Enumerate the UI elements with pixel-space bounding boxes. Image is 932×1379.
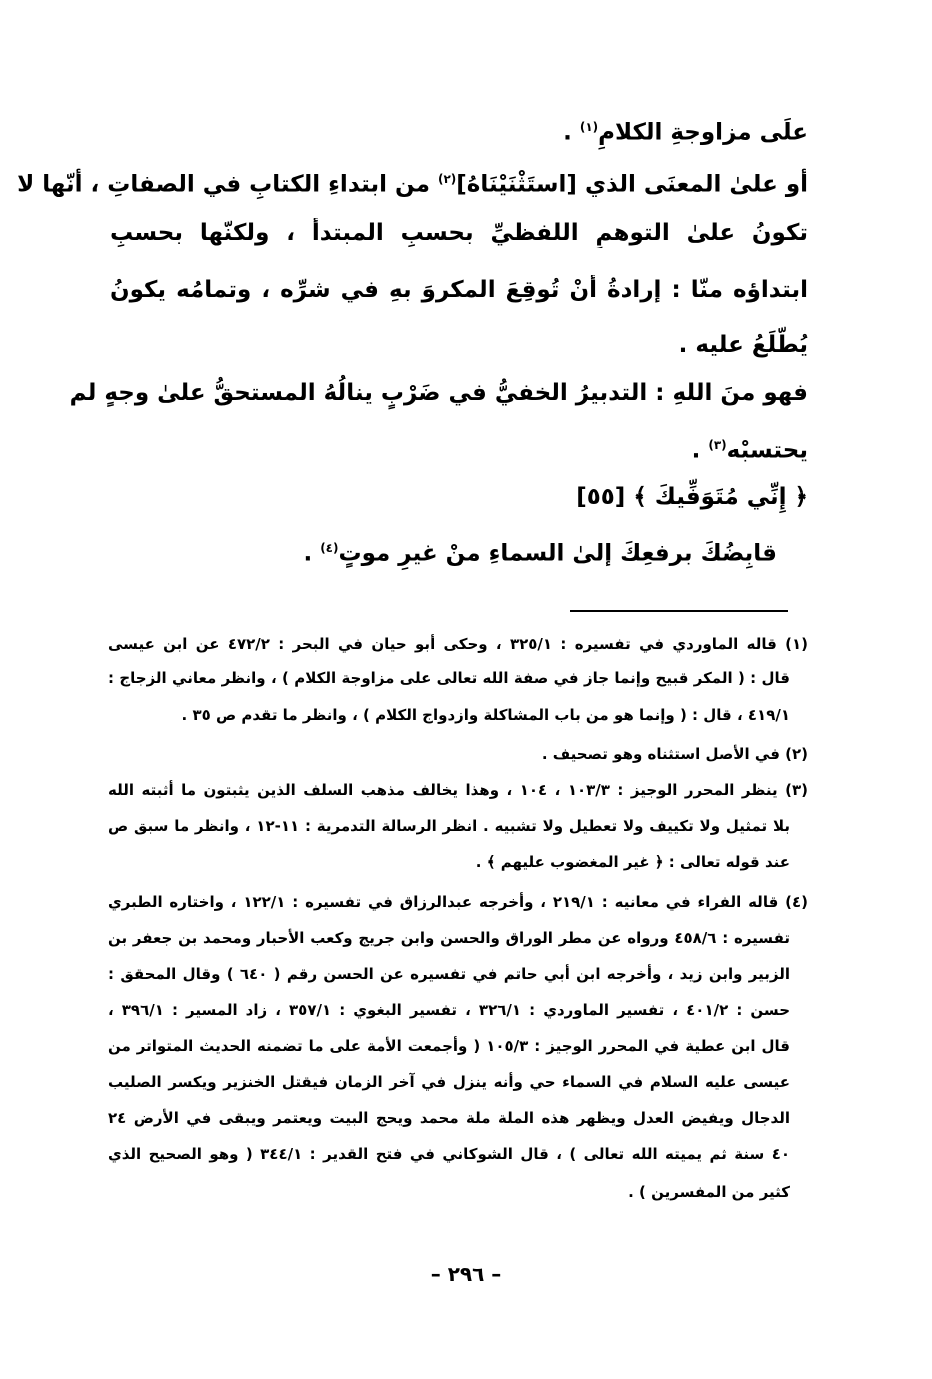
- main-line-4: ابتداؤه منّا : إرادةُ أَنْ تُوقِعَ المكروَ بهِ في شرِّه ، وتمامُه يكونُ: [110, 277, 808, 303]
- main-text-span: من ابتداءِ الكتابِ في الصفاتِ ، أنّها لا: [17, 171, 438, 198]
- footnote-ref-4: (٤): [320, 541, 339, 555]
- main-text-span: .: [303, 540, 321, 567]
- main-text-span: يحتسبْه: [726, 437, 808, 464]
- footnote-line: عند قوله تعالى : ﴿ غير المغضوب عليهم ﴾ .: [475, 853, 790, 871]
- main-line-8-quran-verse: ﴿ إِنِّي مُتَوَفِّيكَ ﴾ [٥٥]: [576, 484, 808, 510]
- footnote-line: بلا تمثيل ولا تكييف ولا تعطيل ولا تشبيه . انظر الرسالة التدمرية : ١١-١٢ ، وانظر ما سبق ص: [108, 817, 790, 835]
- footnote-line: ٤١٩/١ ، قال : ( وإنما هو من باب المشاكلة وازدواج الكلام ) ، وانظر ما تقدم ص ٣٥ .: [181, 706, 790, 724]
- footnote-line: (٢) في الأصل استثناه وهو تصحيف .: [541, 745, 808, 763]
- footnote-line: حسن : ٤٠١/٢ ، تفسير الماوردي : ٣٢٦/١ ، تفسير البغوي : ٣٥٧/١ ، زاد المسير : ٣٩٦/١ ،: [108, 1001, 790, 1019]
- main-line-3: تكونُ علىٰ التوهمِ اللفظيِّ بحسبِ المبتدأ ، ولكنّها بحسبِ: [110, 220, 808, 246]
- main-text-span: أو علىٰ المعنَى الذي [استَثْنَيْنَاهُ]: [456, 171, 808, 198]
- footnote-line: قال ابن عطية في المحرر الوجيز : ١٠٥/٣ ( وأجمعت الأمة على ما تضمنه الحديث المتواتر من: [108, 1037, 790, 1055]
- footnote-line: (١) قاله الماوردي في تفسيره : ٣٢٥/١ ، وحكى أبو حيان في البحر : ٤٧٢/٢ عن ابن عيسى: [108, 635, 808, 653]
- footnote-line: ٤٠ سنة ثم يميته الله تعالى ) ، قال الشوكاني في فتح القدير : ٣٤٤/١ ( وهو الصحيح الذي: [108, 1145, 790, 1163]
- main-line-6: فهو منَ اللهِ : التدبيرُ الخفيُّ في ضَرْبٍ ينالُهُ المستحقُّ علىٰ وجهٍ لم: [69, 380, 808, 406]
- main-text-span: .: [691, 437, 709, 464]
- main-line-2: [17, 164, 808, 200]
- footnote-line: الزبير وابن زيد ، وأخرجه ابن أبي حاتم في تفسيره عن الحسن رقم ( ٦٤٠ ) وقال المحقق :: [108, 965, 790, 983]
- page-number: – ٢٩٦ –: [430, 1262, 502, 1286]
- main-line-7: [692, 430, 808, 466]
- footnote-separator: [570, 610, 788, 612]
- footnote-ref-3: (٣): [708, 438, 727, 452]
- main-line-1: [563, 112, 808, 148]
- main-text-span: قابِضُكَ برفعِكَ إلىٰ السماءِ منْ غيرِ موتٍ: [338, 540, 777, 567]
- main-text-span: .: [563, 119, 580, 146]
- footnote-line: (٣) ينظر المحرر الوجيز : ١٠٣/٣ ، ١٠٤ ، وهذا يخالف مذهب السلف الذين يثبتون ما أثبته الله: [108, 781, 808, 799]
- main-line-9: [303, 533, 777, 569]
- footnote-line: (٤) قاله الفراء في معانيه : ٢١٩/١ ، وأخرجه عبدالرزاق في تفسيره : ١٢٢/١ ، واختاره الطبري: [108, 893, 808, 911]
- footnote-line: كثير من المفسرين ) .: [628, 1183, 790, 1201]
- main-text-span: علَى مزاوجةِ الكلامِ: [598, 119, 808, 146]
- footnote-line: عيسى عليه السلام في السماء حي وأنه ينزل في آخر الزمان فيقتل الخنزير ويكسر الصليب: [108, 1073, 790, 1091]
- footnote-ref-1: (١): [579, 120, 599, 134]
- footnote-line: قال : ( المكر قبيح وإنما جاز في صفة الله تعالى على مزاوجة الكلام ) ، وانظر معاني الزجاج :: [108, 669, 790, 687]
- footnote-line: الدجال ويفيض العدل ويظهر هذه الملة ملة محمد ويحج البيت ويعتمر ويبقى في الأرض ٢٤: [108, 1109, 790, 1127]
- main-line-5: يُطّلَعُ عليه .: [678, 332, 808, 358]
- footnote-line: تفسيره : ٤٥٨/٦ ورواه عن مطر الوراق والحسن وابن جريج وكعب الأحبار ومحمد بن جعفر بن: [108, 929, 790, 947]
- footnote-ref-2: (٢): [437, 172, 457, 186]
